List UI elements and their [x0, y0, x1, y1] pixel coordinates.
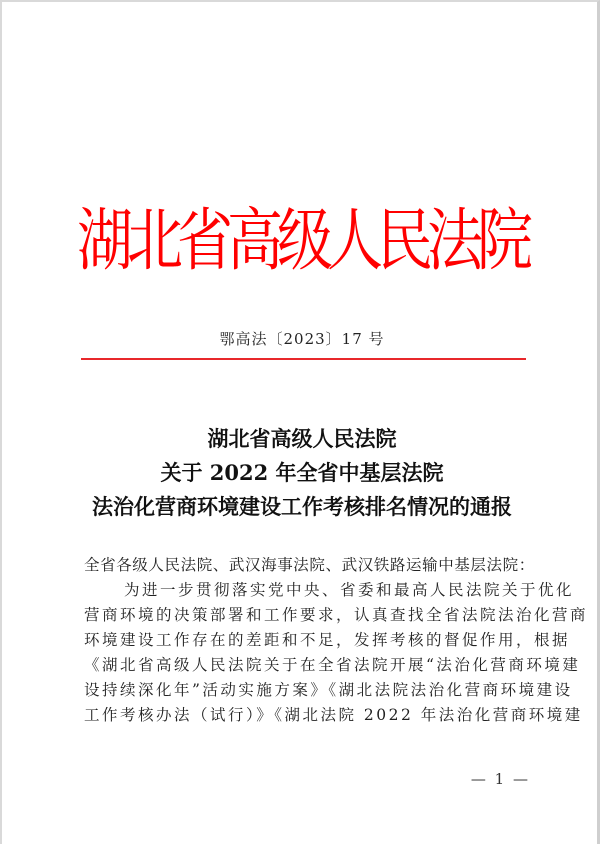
title-line-1: 湖北省高级人民法院 [207, 426, 397, 451]
body-line: 设持续深化年”活动实施方案》《湖北法院法治化营商环境建设 [84, 681, 573, 699]
body-line: 《湖北省高级人民法院关于在全省法院开展“法治化营商环境建 [84, 656, 581, 674]
issuer-red-header: 湖北省高级人民法院 [77, 201, 527, 282]
body-line: 营商环境的决策部署和工作要求，认真查找全省法院法治化营商 [84, 606, 589, 624]
salutation: 全省各级人民法院、武汉海事法院、武汉铁路运输中基层法院： [84, 556, 535, 574]
document-title [2, 422, 600, 524]
body-line: 工作考核办法（试行）》《湖北法院 2022 年法治化营商环境建 [84, 706, 583, 724]
title-line-2: 关于 2022 年全省中基层法院 [160, 460, 444, 485]
page-number: — 1 — [470, 770, 530, 788]
document-body [84, 553, 589, 728]
title-line-3: 法治化营商环境建设工作考核排名情况的通报 [92, 494, 512, 519]
body-line: 为进一步贯彻落实党中央、省委和最高人民法院关于优化 [124, 581, 575, 599]
body-line: 环境建设工作存在的差距和不足，发挥考核的督促作用，根据 [84, 631, 571, 649]
red-divider-line [81, 358, 526, 360]
document-number: 鄂高法〔2023〕17 号 [219, 330, 385, 348]
